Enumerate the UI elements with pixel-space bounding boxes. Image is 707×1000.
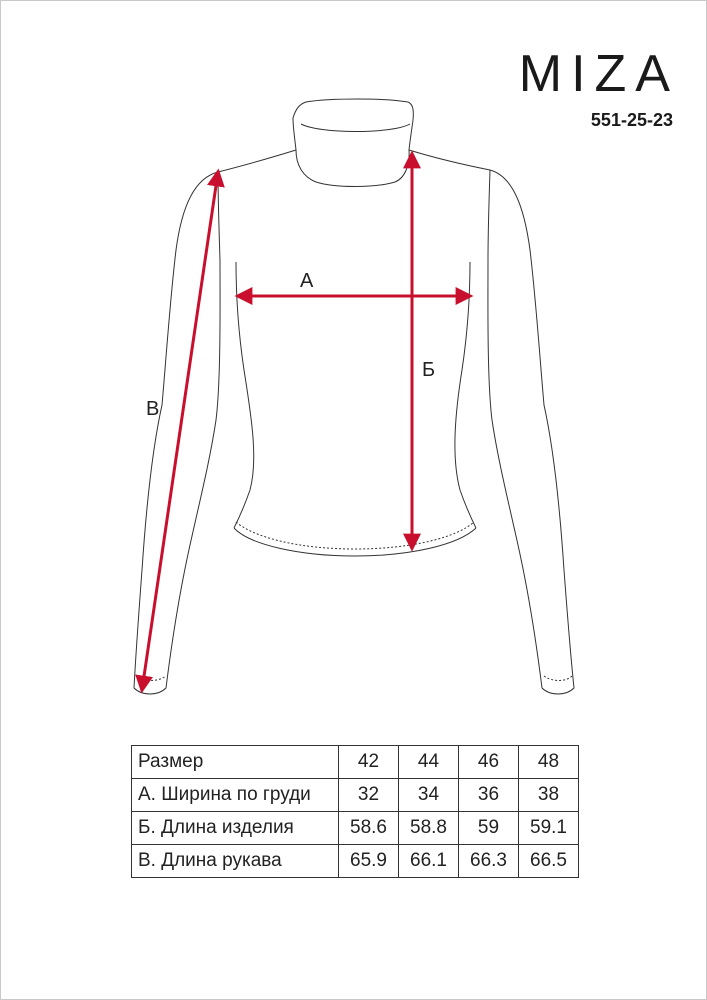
label-a: А (300, 270, 314, 292)
body-left-side (234, 262, 254, 528)
arrow-c (142, 172, 218, 690)
row-label: А. Ширина по груди (132, 779, 339, 812)
collar (293, 99, 413, 187)
value-cell: 59 (459, 812, 519, 845)
value-cell: 38 (519, 779, 579, 812)
value-cell: 32 (339, 779, 399, 812)
table-header-row (132, 746, 579, 779)
table-row (132, 812, 579, 845)
measurement-arrows (142, 154, 470, 690)
table-row (132, 779, 579, 812)
value-cell: 34 (399, 779, 459, 812)
value-cell: 58.6 (339, 812, 399, 845)
hem (234, 528, 476, 556)
size-cell: 44 (399, 746, 459, 779)
value-cell: 66.5 (519, 845, 579, 878)
size-chart-table (131, 745, 579, 878)
row-label: В. Длина рукава (132, 845, 339, 878)
size-cell: 42 (339, 746, 399, 779)
turtleneck-outline (134, 99, 574, 694)
table-row (132, 845, 579, 878)
right-sleeve (488, 170, 574, 694)
brand-logo: MIZA (518, 45, 679, 103)
body-right-side (455, 262, 476, 528)
row-label: Б. Длина изделия (132, 812, 339, 845)
value-cell: 59.1 (519, 812, 579, 845)
article-number: 551-25-23 (590, 110, 673, 130)
value-cell: 36 (459, 779, 519, 812)
value-cell: 66.1 (399, 845, 459, 878)
value-cell: 66.3 (459, 845, 519, 878)
left-shoulder (218, 150, 296, 172)
size-cell: 48 (519, 746, 579, 779)
label-b: Б (422, 359, 436, 381)
size-cell: 46 (459, 746, 519, 779)
value-cell: 58.8 (399, 812, 459, 845)
header-label: Размер (132, 746, 339, 779)
right-shoulder (409, 150, 490, 170)
label-c: В (146, 398, 160, 420)
value-cell: 65.9 (339, 845, 399, 878)
